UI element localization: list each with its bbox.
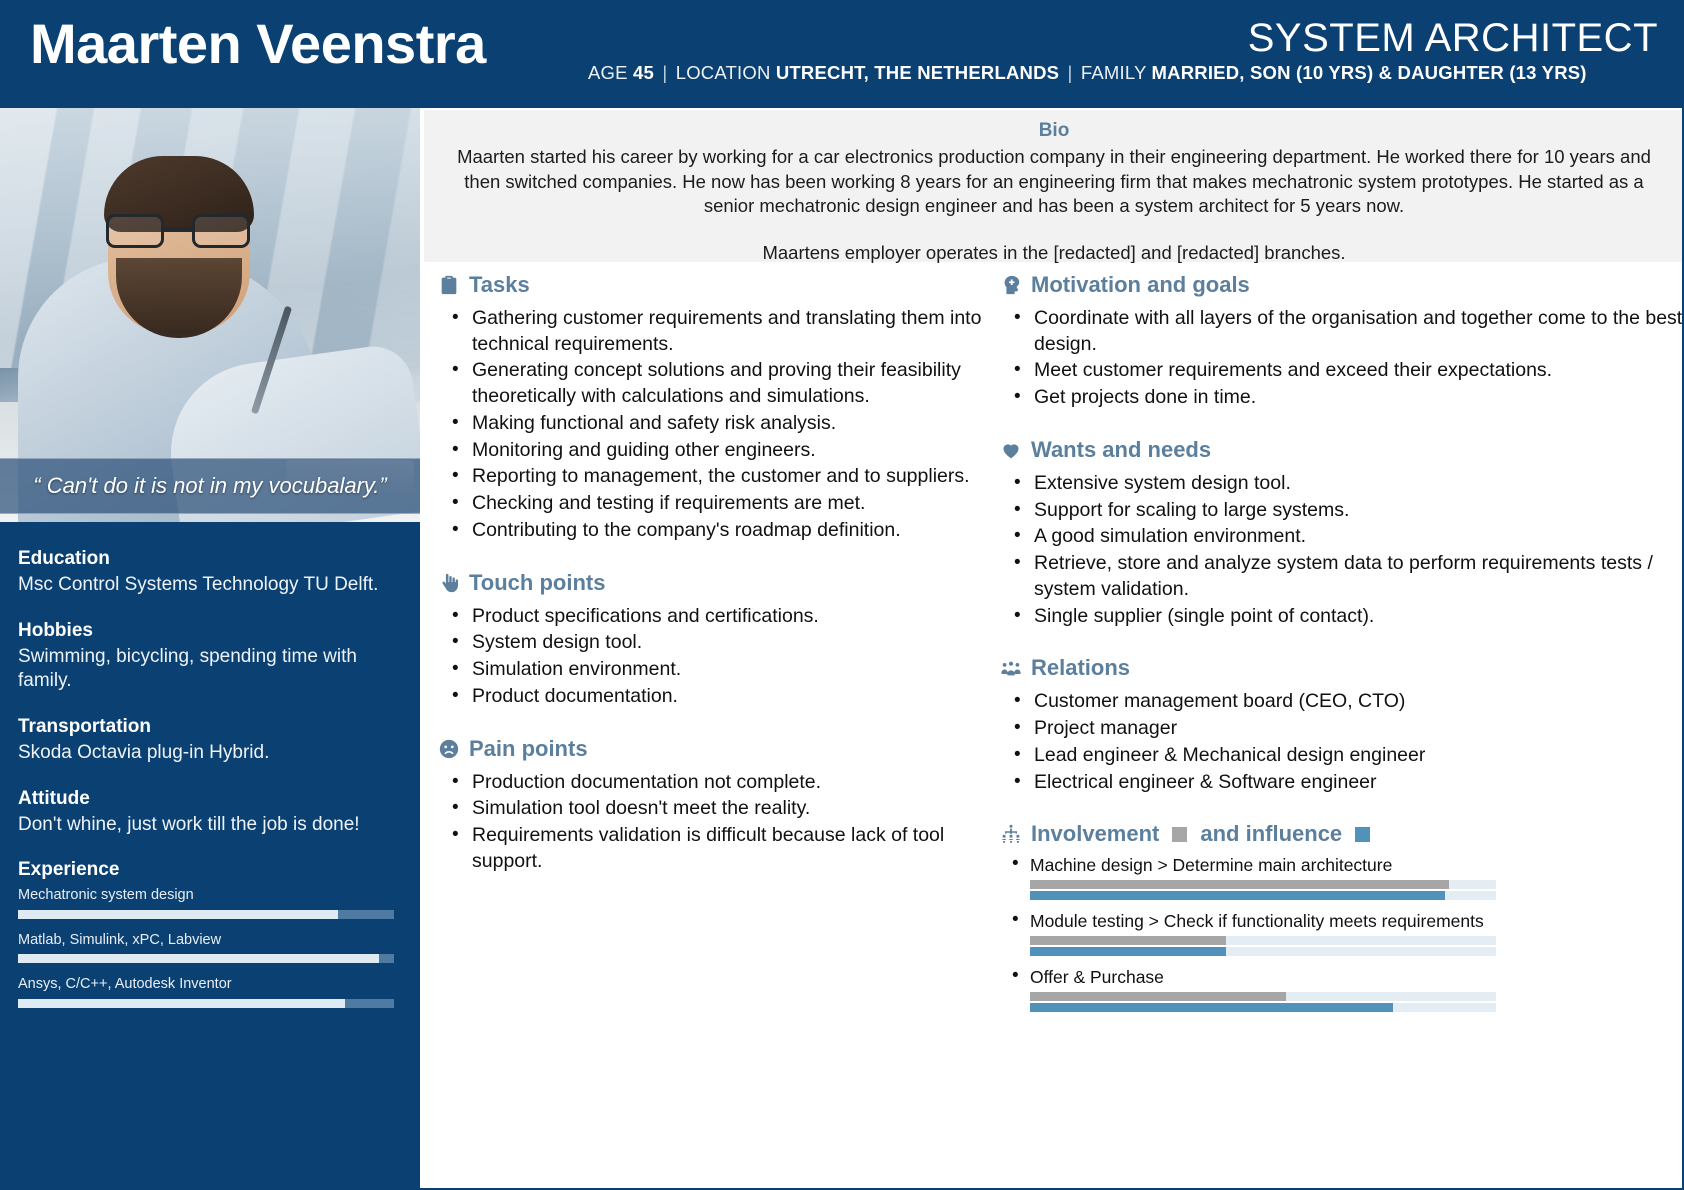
experience-bar-list: [18, 887, 402, 1007]
involvement-item-label: • Machine design > Determine main architecture: [1030, 855, 1393, 876]
sidebar-block-attitude: [18, 788, 402, 838]
list-item: • Monitoring and guiding other engineers.: [438, 438, 998, 464]
bio-title: Bio: [1038, 120, 1070, 141]
experience-progress-fill: [18, 999, 345, 1008]
age-value: 45: [633, 62, 654, 83]
involvement-fill: [1030, 880, 1449, 889]
main-column-left: [438, 272, 998, 900]
wants-heading: [1000, 437, 1684, 463]
transportation-label: Transportation: [18, 716, 152, 738]
main-column-right: [1000, 272, 1684, 1038]
list-item: • Single supplier (single point of contact).: [1000, 604, 1684, 630]
tasks-title: Tasks: [469, 272, 530, 297]
clipboard-list-icon: [438, 274, 460, 296]
involvement-fill: [1030, 936, 1226, 945]
legend-influence-swatch: [1355, 827, 1370, 842]
list-item: • Production documentation not complete.: [438, 770, 998, 796]
portrait-photo: [0, 108, 420, 522]
involvement-item: [1000, 855, 1684, 900]
list-item: • Product specifications and certifications.: [438, 604, 998, 630]
section-wants: [1000, 437, 1684, 629]
glasses-icon: [104, 214, 254, 248]
section-tasks: [438, 272, 998, 544]
involvement-title-part2: and influence: [1200, 821, 1343, 847]
people-group-icon: [1000, 657, 1022, 679]
bio-panel: [424, 110, 1684, 262]
attitude-value: Don't whine, just work till the job is done!: [18, 813, 360, 835]
list-item: • Project manager: [1000, 716, 1684, 742]
experience-item-label: Mechatronic system design: [18, 887, 194, 904]
relations-title: Relations: [1031, 655, 1131, 681]
wants-title: Wants and needs: [1031, 436, 1212, 462]
pain-points-list: [438, 770, 998, 875]
involvement-title-part1: Involvement: [1031, 821, 1160, 847]
influence-fill: [1030, 1003, 1393, 1012]
bio-paragraph-1: Maarten started his career by working for a car electronics production company in their engineering department. He worked there for 10 years and then switched companies. He now has been working 8 years for an engineering firm that makes mechatronic system prototypes. He started as a senior mechatronic design engineer and has been a system architect for 5 years now.: [457, 146, 1651, 217]
hobbies-label: Hobbies: [18, 619, 93, 641]
head-brain-icon: [1000, 274, 1022, 296]
list-item: • Support for scaling to large systems.: [1000, 498, 1684, 524]
list-item: • Requirements validation is difficult because lack of tool support.: [438, 823, 998, 874]
list-item: • Electrical engineer & Software engineer: [1000, 770, 1684, 796]
list-item: • Gathering customer requirements and translating them into technical requirements.: [438, 306, 998, 357]
involvement-fill: [1030, 992, 1286, 1001]
column-divider: [420, 108, 424, 1190]
involvement-bar-group: [1030, 880, 1496, 900]
relations-list: [1000, 689, 1684, 795]
bio-paragraph-2: Maartens employer operates in the [redacted] and [redacted] branches.: [762, 241, 1346, 263]
section-touch-points: [438, 570, 998, 710]
section-motivation: [1000, 272, 1684, 411]
list-item: • Simulation environment.: [438, 657, 998, 683]
list-item: • A good simulation environment.: [1000, 524, 1684, 550]
location-value: UTRECHT, THE NETHERLANDS: [775, 62, 1060, 83]
motivation-list: [1000, 306, 1684, 411]
influence-track: [1030, 891, 1496, 900]
pain-points-title: Pain points: [469, 735, 588, 761]
section-involvement: [1000, 821, 1684, 1012]
involvement-track: [1030, 992, 1496, 1001]
org-network-icon: [1000, 823, 1022, 845]
sidebar-content: [0, 522, 420, 1030]
family-label: FAMILY: [1080, 62, 1147, 83]
list-item: • Contributing to the company's roadmap definition.: [438, 518, 998, 544]
list-item: • Coordinate with all layers of the organisation and together come to the best design.: [1000, 306, 1684, 357]
touch-points-list: [438, 604, 998, 710]
location-label: LOCATION: [675, 62, 771, 83]
sidebar-block-hobbies: [18, 620, 402, 694]
influence-track: [1030, 1003, 1496, 1012]
involvement-heading: [1000, 821, 1684, 847]
left-sidebar: [0, 108, 420, 1190]
influence-fill: [1030, 891, 1445, 900]
frowning-face-icon: [438, 738, 460, 760]
list-item: • Extensive system design tool.: [1000, 471, 1684, 497]
tasks-heading: [438, 272, 998, 298]
list-item: • Get projects done in time.: [1000, 385, 1684, 411]
motivation-title: Motivation and goals: [1031, 272, 1250, 297]
experience-item: [18, 887, 402, 918]
experience-progress-track: [18, 999, 394, 1008]
involvement-bar-group: [1030, 992, 1496, 1012]
influence-fill: [1030, 947, 1226, 956]
list-item: • Customer management board (CEO, CTO): [1000, 689, 1684, 715]
sidebar-block-experience: [18, 859, 402, 1007]
family-value: MARRIED, SON (10 YRS) & DAUGHTER (13 YRS): [1151, 62, 1587, 83]
experience-progress-track: [18, 954, 394, 963]
list-item: • Checking and testing if requirements are met.: [438, 491, 998, 517]
pain-points-heading: [438, 736, 998, 762]
attitude-label: Attitude: [18, 787, 90, 809]
experience-label: Experience: [18, 859, 120, 881]
education-label: Education: [18, 548, 110, 569]
experience-item: [18, 932, 402, 963]
quote-text: “ Can't do it is not in my vocubalary.”: [33, 473, 387, 498]
list-item: • Generating concept solutions and proving their feasibility theoretically with calculations and simulations.: [438, 358, 998, 409]
list-item: • Simulation tool doesn't meet the reality.: [438, 796, 998, 822]
list-item: • Reporting to management, the customer and to suppliers.: [438, 464, 998, 490]
transportation-value: Skoda Octavia plug-in Hybrid.: [18, 742, 270, 764]
page-header: [0, 0, 1684, 108]
education-value: Msc Control Systems Technology TU Delft.: [18, 574, 379, 595]
involvement-track: [1030, 880, 1496, 889]
age-label: AGE: [588, 62, 628, 83]
list-item: • Retrieve, store and analyze system data to perform requirements tests / system validation.: [1000, 551, 1684, 602]
page-title: Maarten Veenstra: [30, 12, 486, 75]
quote-overlay: [0, 458, 420, 514]
hobbies-value: Swimming, bicycling, spending time with family.: [18, 645, 357, 692]
list-item: • System design tool.: [438, 630, 998, 656]
involvement-track: [1030, 936, 1496, 945]
involvement-item: [1000, 911, 1684, 956]
meta-separator-2: |: [1067, 62, 1073, 83]
experience-item-label: Ansys, C/C++, Autodesk Inventor: [18, 976, 232, 993]
experience-progress-fill: [18, 954, 379, 963]
sidebar-block-transportation: [18, 716, 402, 766]
list-item: • Product documentation.: [438, 684, 998, 710]
touch-points-heading: [438, 570, 998, 596]
involvement-bar-group: [1030, 936, 1496, 956]
legend-involvement-swatch: [1172, 827, 1187, 842]
involvement-item-label: • Offer & Purchase: [1030, 967, 1164, 988]
involvement-item-label: • Module testing > Check if functionality meets requirements: [1030, 911, 1484, 932]
touch-points-title: Touch points: [469, 569, 606, 595]
experience-item-label: Matlab, Simulink, xPC, Labview: [18, 931, 222, 948]
involvement-list: [1000, 855, 1684, 1012]
role-title: SYSTEM ARCHITECT: [1247, 16, 1658, 60]
section-relations: [1000, 655, 1684, 795]
relations-heading: [1000, 655, 1684, 681]
list-item: • Meet customer requirements and exceed their expectations.: [1000, 358, 1684, 384]
influence-track: [1030, 947, 1496, 956]
experience-item: [18, 976, 402, 1007]
experience-progress-fill: [18, 910, 338, 919]
involvement-item: [1000, 967, 1684, 1012]
tasks-list: [438, 306, 998, 544]
list-item: • Making functional and safety risk analysis.: [438, 411, 998, 437]
meta-separator-1: |: [662, 62, 668, 83]
list-item: • Lead engineer & Mechanical design engineer: [1000, 743, 1684, 769]
hand-pointer-icon: [438, 572, 460, 594]
sidebar-block-education: [18, 548, 402, 598]
heart-icon: [1000, 439, 1022, 461]
motivation-heading: [1000, 272, 1684, 298]
header-meta: [588, 62, 1587, 84]
wants-list: [1000, 471, 1684, 629]
section-pain-points: [438, 736, 998, 875]
experience-progress-track: [18, 910, 394, 919]
